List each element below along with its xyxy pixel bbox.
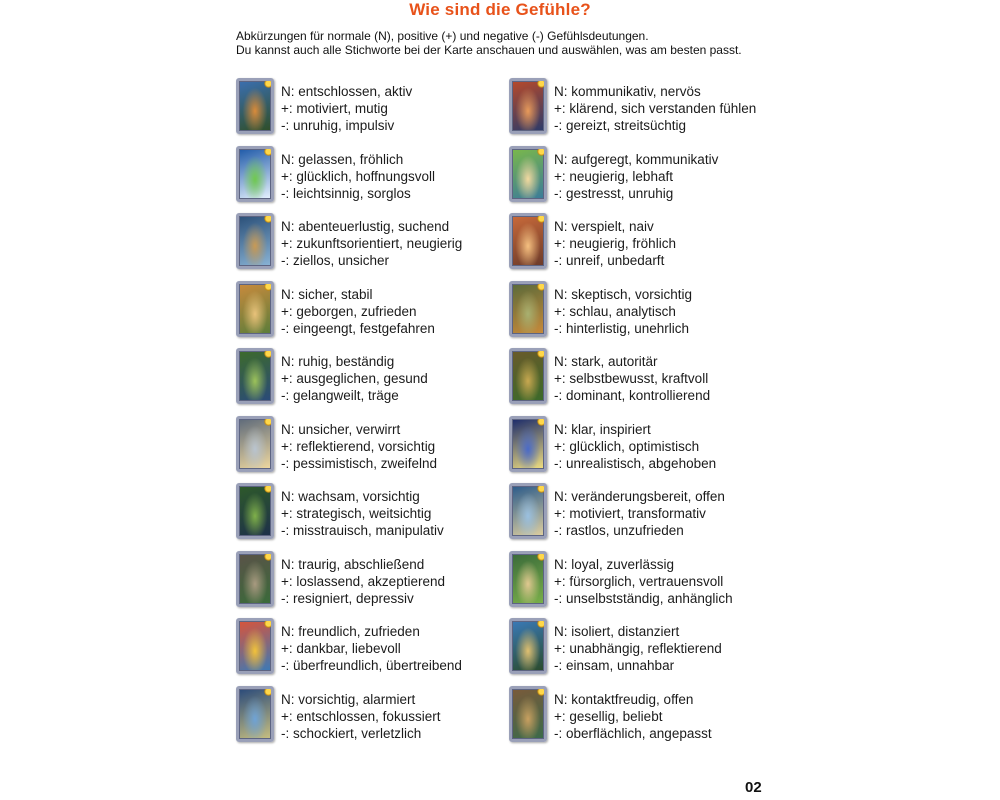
card-keywords	[554, 353, 710, 404]
negative-meaning: -: gelangweilt, träge	[281, 388, 399, 403]
negative-meaning: -: pessimistisch, zweifelnd	[281, 455, 438, 471]
card-keywords	[281, 488, 444, 539]
normal-meaning: N: unsicher, verwirrt	[281, 421, 401, 437]
card-keywords	[281, 623, 462, 674]
card-entry	[509, 618, 771, 686]
positive-meaning: +: zukunftsorientiert, neugierig	[281, 236, 463, 251]
tree-card-icon	[236, 348, 274, 404]
card-keywords	[554, 691, 712, 742]
negative-meaning: -: unrealistisch, abgehoben	[554, 455, 717, 471]
normal-meaning: N: veränderungsbereit, offen	[554, 489, 725, 504]
coffin-card-icon	[236, 551, 274, 607]
negative-meaning: -: ziellos, unsicher	[281, 253, 390, 268]
card-entry	[236, 416, 498, 484]
positive-meaning: +: reflektierend, vorsichtig	[281, 438, 436, 454]
card-entry	[509, 213, 771, 281]
intro-text	[236, 29, 796, 57]
card-entry	[236, 146, 498, 214]
positive-meaning: +: unabhängig, reflektierend	[554, 641, 722, 656]
card-entry	[509, 146, 771, 214]
card-entry	[509, 78, 771, 146]
positive-meaning: +: selbstbewusst, kraftvoll	[554, 371, 709, 386]
negative-meaning: -: schockiert, verletzlich	[281, 725, 422, 741]
positive-meaning: +: glücklich, hoffnungsvoll	[281, 168, 435, 184]
card-keywords	[554, 286, 692, 337]
normal-meaning: N: skeptisch, vorsichtig	[554, 286, 693, 302]
normal-meaning: N: sicher, stabil	[281, 286, 373, 302]
clover-card-icon	[236, 146, 274, 202]
card-keywords	[281, 353, 428, 404]
card-entry	[236, 551, 498, 619]
normal-meaning: N: stark, autoritär	[554, 354, 658, 369]
normal-meaning: N: traurig, abschließend	[281, 556, 425, 572]
page-number: 02	[745, 779, 762, 796]
normal-meaning: N: freundlich, zufrieden	[281, 624, 420, 639]
birds-card-icon	[509, 78, 547, 134]
card-entry	[509, 281, 771, 349]
card-keywords	[281, 218, 462, 269]
positive-meaning: +: motiviert, transformativ	[554, 506, 706, 521]
normal-meaning: N: ruhig, beständig	[281, 354, 395, 369]
negative-meaning: -: eingeengt, festgefahren	[281, 320, 435, 336]
stars-card-icon	[509, 416, 547, 472]
normal-meaning: N: gelassen, fröhlich	[281, 151, 404, 167]
intro-line-2: Du kannst auch alle Stichworte bei der Karte anschauen und auswählen, was am besten passt.	[236, 43, 742, 57]
negative-meaning: -: oberflächlich, angepasst	[554, 725, 712, 741]
card-keywords	[281, 83, 412, 134]
normal-meaning: N: verspielt, naiv	[554, 219, 654, 234]
negative-meaning: -: unreif, unbedarft	[554, 253, 665, 268]
normal-meaning: N: abenteuerlustig, suchend	[281, 219, 450, 234]
fox-card-icon	[509, 281, 547, 337]
negative-meaning: -: gereizt, streitsüchtig	[554, 118, 687, 133]
snake-card-icon	[236, 483, 274, 539]
positive-meaning: +: geborgen, zufrieden	[281, 303, 417, 319]
bear-card-icon	[509, 348, 547, 404]
stork-card-icon	[509, 483, 547, 539]
card-keywords	[554, 488, 725, 539]
card-entry	[509, 483, 771, 551]
card-entry	[236, 281, 498, 349]
ship-card-icon	[236, 213, 274, 269]
intro-line-1: Abkürzungen für normale (N), positive (+) und negative (-) Gefühlsdeutungen.	[236, 29, 649, 43]
negative-meaning: -: einsam, unnahbar	[554, 658, 675, 673]
clouds-card-icon	[236, 416, 274, 472]
card-keywords	[554, 218, 676, 269]
positive-meaning: +: schlau, analytisch	[554, 303, 676, 319]
card-entry	[509, 551, 771, 619]
page-title: Wie sind die Gefühle?	[409, 0, 591, 19]
card-keywords	[281, 556, 445, 607]
right-card-column	[509, 78, 771, 753]
negative-meaning: -: misstrauisch, manipulativ	[281, 523, 444, 538]
normal-meaning: N: vorsichtig, alarmiert	[281, 691, 416, 707]
positive-meaning: +: dankbar, liebevoll	[281, 641, 401, 656]
left-card-column	[236, 78, 498, 753]
bouquet-card-icon	[236, 618, 274, 674]
dog-card-icon	[509, 551, 547, 607]
positive-meaning: +: loslassend, akzeptierend	[281, 573, 445, 589]
card-keywords	[554, 623, 722, 674]
normal-meaning: N: isoliert, distanziert	[554, 624, 680, 639]
card-entry	[509, 348, 771, 416]
positive-meaning: +: neugierig, fröhlich	[554, 236, 676, 251]
card-entry	[236, 483, 498, 551]
positive-meaning: +: ausgeglichen, gesund	[281, 371, 428, 386]
positive-meaning: +: glücklich, optimistisch	[554, 438, 700, 454]
tower-card-icon	[509, 618, 547, 674]
positive-meaning: +: strategisch, weitsichtig	[281, 506, 432, 521]
normal-meaning: N: wachsam, vorsichtig	[281, 489, 420, 504]
negative-meaning: -: rastlos, unzufrieden	[554, 523, 684, 538]
negative-meaning: -: leichtsinnig, sorglos	[281, 185, 411, 201]
card-keywords	[281, 286, 435, 337]
negative-meaning: -: hinterlistig, unehrlich	[554, 320, 690, 336]
negative-meaning: -: überfreundlich, übertreibend	[281, 658, 462, 673]
negative-meaning: -: unselbstständig, anhänglich	[554, 590, 733, 606]
card-entry	[236, 686, 498, 754]
normal-meaning: N: kontaktfreudig, offen	[554, 691, 694, 707]
normal-meaning: N: loyal, zuverlässig	[554, 556, 675, 572]
negative-meaning: -: dominant, kontrollierend	[554, 388, 711, 403]
negative-meaning: -: unruhig, impulsiv	[281, 118, 395, 133]
normal-meaning: N: klar, inspiriert	[554, 421, 651, 437]
rider-card-icon	[236, 78, 274, 134]
card-entry	[236, 213, 498, 281]
card-keywords	[554, 421, 716, 472]
positive-meaning: +: gesellig, beliebt	[554, 708, 663, 724]
garden-card-icon	[509, 686, 547, 742]
card-keywords	[554, 556, 733, 607]
house-card-icon	[236, 281, 274, 337]
negative-meaning: -: resigniert, depressiv	[281, 590, 414, 606]
scythe-card-icon	[236, 686, 274, 742]
normal-meaning: N: aufgeregt, kommunikativ	[554, 151, 719, 167]
card-keywords	[281, 421, 437, 472]
card-keywords	[554, 83, 756, 134]
card-entry	[236, 348, 498, 416]
card-entry	[236, 618, 498, 686]
negative-meaning: -: gestresst, unruhig	[554, 185, 674, 201]
normal-meaning: N: kommunikativ, nervös	[554, 84, 701, 99]
positive-meaning: +: motiviert, mutig	[281, 101, 388, 116]
normal-meaning: N: entschlossen, aktiv	[281, 84, 413, 99]
card-keywords	[281, 151, 435, 202]
fairy-card-icon	[509, 213, 547, 269]
positive-meaning: +: neugierig, lebhaft	[554, 168, 673, 184]
child-card-icon	[509, 146, 547, 202]
positive-meaning: +: entschlossen, fokussiert	[281, 708, 441, 724]
card-keywords	[554, 151, 718, 202]
card-entry	[509, 686, 771, 754]
card-keywords	[281, 691, 440, 742]
positive-meaning: +: klärend, sich verstanden fühlen	[554, 101, 757, 116]
card-entry	[236, 78, 498, 146]
card-entry	[509, 416, 771, 484]
positive-meaning: +: fürsorglich, vertrauensvoll	[554, 573, 724, 589]
